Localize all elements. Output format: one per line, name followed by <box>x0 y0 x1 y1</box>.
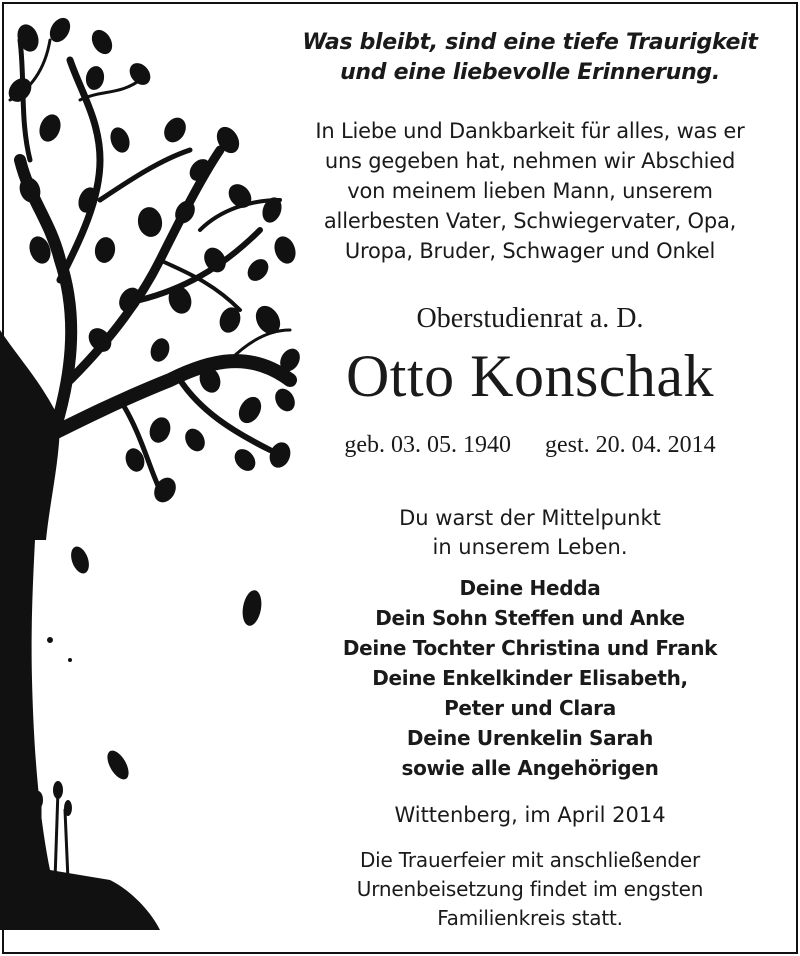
quote-line: Du warst der Mittelpunkt <box>399 506 661 530</box>
motto-line: Was bleibt, sind eine tiefe Traurigkeit <box>302 30 758 55</box>
intro-line: von meinem lieben Mann, unserem <box>347 179 713 203</box>
funeral-line: Urnenbeisetzung findet im engsten <box>356 877 704 901</box>
intro-line: uns gegeben hat, nehmen wir Abschied <box>324 149 736 173</box>
mourner-line: Deine Enkelkinder Elisabeth, <box>372 666 688 690</box>
quote-line: in unserem Leben. <box>432 535 628 559</box>
deceased-name: Otto Konschak <box>345 343 715 409</box>
birth-date: geb. 03. 05. 1940 <box>344 432 511 458</box>
mourner-line: sowie alle Angehörigen <box>401 756 659 780</box>
mourner-line: Deine Urenkelin Sarah <box>406 726 654 750</box>
mourner-line: Deine Hedda <box>459 576 601 600</box>
intro-line: allerbesten Vater, Schwiegervater, Opa, <box>323 209 737 233</box>
funeral-line: Familienkreis statt. <box>437 906 623 930</box>
intro-line: In Liebe und Dankbarkeit für alles, was er <box>315 119 745 143</box>
mourner-line: Dein Sohn Steffen und Anke <box>375 606 685 630</box>
mourner-line: Peter und Clara <box>444 696 616 720</box>
funeral-line: Die Trauerfeier mit anschließender <box>359 848 701 872</box>
place-date: Wittenberg, im April 2014 <box>394 803 666 827</box>
deceased-title: Oberstudienrat a. D. <box>416 303 644 334</box>
border-frame <box>2 2 798 954</box>
mourner-line: Deine Tochter Christina und Frank <box>342 636 718 660</box>
intro-line: Uropa, Bruder, Schwager und Onkel <box>344 239 716 263</box>
death-date: gest. 20. 04. 2014 <box>544 432 716 458</box>
motto-line: und eine liebevolle Erinnerung. <box>340 60 720 85</box>
